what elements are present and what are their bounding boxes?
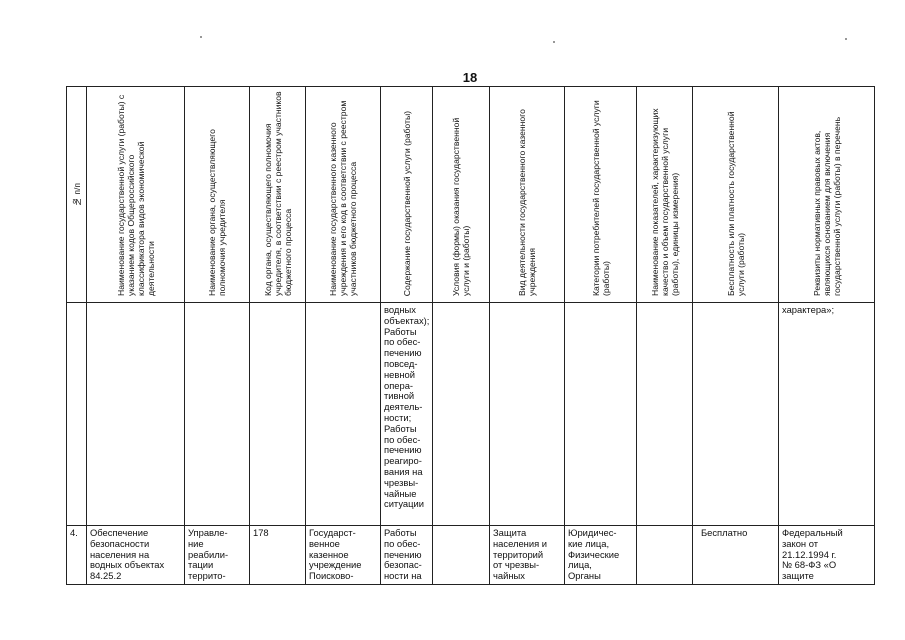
table-cell-indicators bbox=[637, 526, 693, 585]
header-activity: Вид деятельности государственного казенного учреждения bbox=[490, 87, 565, 303]
header-number: № п/п bbox=[67, 87, 87, 303]
header-payment: Бесплатность или платность государственной услуги (работы) bbox=[693, 87, 779, 303]
header-indicators: Наименование показателей, характеризующих качество и объем государственной услуги (работы), единицы измерения) bbox=[637, 87, 693, 303]
table-cell-requisites: характера»; bbox=[779, 303, 875, 526]
header-row bbox=[67, 87, 875, 303]
continuation-row bbox=[67, 303, 875, 526]
table-cell-service: Обеспечение безопасности населения на водных объектах 84.25.2 bbox=[87, 526, 185, 585]
table-cell-conditions bbox=[433, 526, 490, 585]
header-organ: Наименование органа, осуществляющего полномочия учредителя bbox=[185, 87, 250, 303]
header-content: Содержание государственной услуги (работы) bbox=[381, 87, 433, 303]
header-requisites: Реквизиты нормативных правовых актов, являющихся основанием для включения государственной услуги (работы) в перечень bbox=[779, 87, 875, 303]
table-cell-organ-code: 178 bbox=[250, 526, 306, 585]
table-cell bbox=[250, 303, 306, 526]
table-cell bbox=[490, 303, 565, 526]
table-cell-content: водных объектах); Работы по обес- печению повсед- невной опера- тивной деятель- ности; Работы по обес- печению реагиро- вания на чрезвы- чайные ситуации bbox=[381, 303, 433, 526]
table-cell-activity: Защита населения и территорий от чрезвы- чайных bbox=[490, 526, 565, 585]
table-cell-payment: Бесплатно bbox=[693, 526, 779, 585]
table-cell-number: 4. bbox=[67, 526, 87, 585]
header-consumers: Категории потребителей государственной услуги (работы) bbox=[565, 87, 637, 303]
header-service: Наименование государственной услуги (работы) с указанием кодов Общероссийского классификатора видов экономической деятельности bbox=[87, 87, 185, 303]
table-cell bbox=[565, 303, 637, 526]
page-number: 18 bbox=[462, 70, 478, 85]
services-registry-table bbox=[66, 86, 875, 585]
table-cell-requisites: Федеральный закон от 21.12.1994 г. № 68-ФЗ «О защите bbox=[779, 526, 875, 585]
header-institution: Наименование государственного казенного учреждения и его код в соответствии с реестром участников бюджетного процесса bbox=[306, 87, 381, 303]
table-cell-organ: Управле- ние реабили- тации террито- bbox=[185, 526, 250, 585]
table-cell-institution: Государст- венное казенное учреждение Поисково- bbox=[306, 526, 381, 585]
table-row bbox=[67, 526, 875, 585]
table-cell bbox=[637, 303, 693, 526]
scan-speck bbox=[200, 36, 202, 38]
scan-speck bbox=[845, 38, 847, 40]
table-cell bbox=[433, 303, 490, 526]
table-cell bbox=[87, 303, 185, 526]
table-cell-consumers: Юридичес- кие лица, Физические лица, Органы bbox=[565, 526, 637, 585]
header-organ-code: Код органа, осуществляющего полномочия учредителя, в соответствии с реестром участников бюджетного процесса bbox=[250, 87, 306, 303]
table-cell bbox=[306, 303, 381, 526]
table-cell bbox=[693, 303, 779, 526]
table-cell-content: Работы по обес- печению безопас- ности на bbox=[381, 526, 433, 585]
table-cell bbox=[67, 303, 87, 526]
header-conditions: Условия (формы) оказания государственной услуги и (работы) bbox=[433, 87, 490, 303]
table-cell bbox=[185, 303, 250, 526]
scan-speck bbox=[553, 41, 555, 43]
